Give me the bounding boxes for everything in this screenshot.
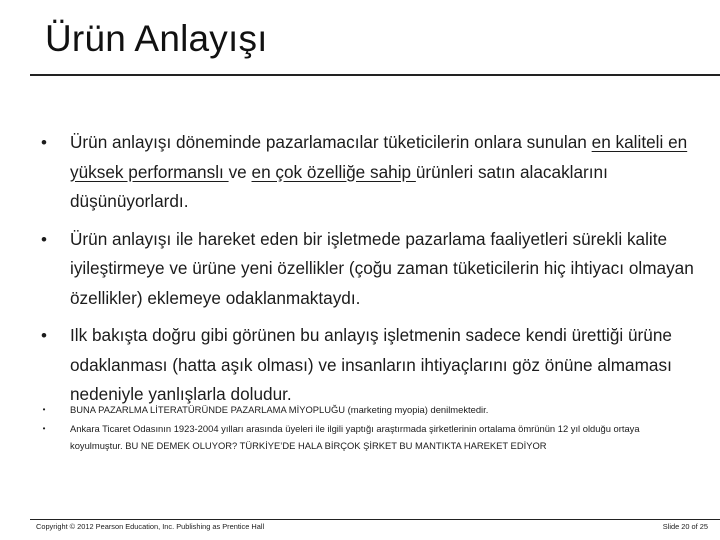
- bullet-text-part: ürünleri satın alacaklarını düşünüyorlardı.: [70, 161, 608, 211]
- underlined-phrase: en çok özelliğe sahip: [251, 161, 416, 182]
- bullet-marker: •: [41, 229, 47, 249]
- bullet-text-part: ve: [228, 161, 252, 182]
- note-item: [36, 420, 676, 454]
- bullet-marker: •: [42, 405, 46, 414]
- bullet-text: Ilk bakışta doğru gibi görünen bu anlayış işletmenin sadece kendi ürettiği ürüne odaklanması (hatta aşık olması) ve insanların ihtiyaçlarını göz önüne almaması nedeniyle yanlışlarla doludur.: [70, 325, 672, 404]
- bullet-item: [36, 321, 696, 410]
- footer-copyright: Copyright © 2012 Pearson Education, Inc. Publishing as Prentice Hall: [36, 522, 265, 531]
- bullet-text: [70, 132, 687, 211]
- bullet-marker: •: [41, 133, 47, 152]
- bullet-text: Ürün anlayışı ile hareket eden bir işletmede pazarlama faaliyetleri sürekli kalite iyileştirmeye ve ürüne yeni özellikler (çoğu zaman tüketicilerin hiç ihtiyacı olmayan özellikler) eklemeye odaklanmaktaydı.: [70, 228, 694, 308]
- bullet-marker: •: [42, 424, 46, 433]
- bullet-text-part: Ürün anlayışı döneminde pazarlamacılar tüketicilerin onlara sunulan: [70, 132, 592, 152]
- bullet-marker: •: [41, 326, 47, 345]
- note-text: Ankara Ticaret Odasının 1923-2004 yılları arasında üyeleri ile ilgili yaptığı araştırmada şirketlerinin ortalama ömrünün 12 yıl olduğu ortaya koyulmuştur. BU NE DEMEK OLUYOR? TÜRKİYE’DE HALA BİRÇOK ŞİRKET BU MANTIKTA HAREKET EDİYOR: [70, 423, 640, 451]
- footer-slide-number: Slide 20 of 25: [662, 522, 708, 531]
- note-text: BUNA PAZARLMA LİTERATÜRÜNDE PAZARLAMA MİYOPLUĞU (marketing myopia) denilmektedir.: [70, 404, 489, 415]
- bullet-list: [36, 128, 696, 410]
- footer-divider: [30, 519, 720, 520]
- note-list: [36, 401, 676, 454]
- bullet-item: [36, 128, 696, 217]
- title-divider: [30, 74, 720, 76]
- note-item: [36, 401, 676, 418]
- underlined-phrase: en kaliteli en yüksek performanslı: [70, 132, 688, 182]
- bullet-item: [36, 225, 696, 314]
- slide-title: Ürün Anlayışı: [45, 18, 268, 59]
